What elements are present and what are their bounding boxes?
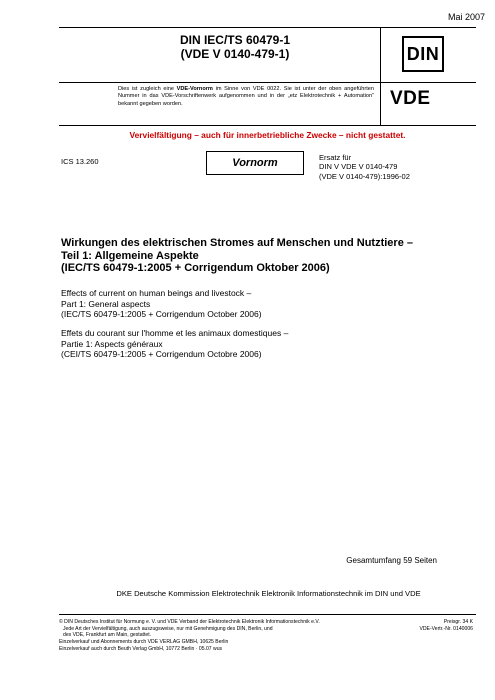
footer-rule (59, 614, 476, 615)
publication-date: Mai 2007 (447, 12, 485, 22)
title-german-line: Teil 1: Allgemeine Aspekte (61, 249, 199, 262)
title-english-line: Effects of current on human beings and livestock – (61, 288, 252, 298)
price-group: Preisgr. 34 K (443, 619, 473, 625)
replacement-standard: DIN V VDE V 0140-479 (319, 162, 398, 172)
total-pages: Gesamtumfang 59 Seiten (346, 556, 437, 565)
replacement-standard-date: (VDE V 0140-479):1996-02 (319, 171, 410, 181)
title-german (61, 237, 461, 275)
standard-number-vde: (VDE V 0140-479-1) (180, 47, 290, 61)
vde-logo: VDE (390, 88, 431, 109)
title-french-line: Effets du courant sur l'homme et les animaux domestiques – (61, 328, 289, 338)
copyright-line: Einzelverkauf und Abonnements durch VDE VERLAG GMBH, 10625 Berlin (59, 639, 229, 646)
replacement-info (319, 153, 410, 181)
price-info (393, 619, 473, 632)
dke-committee: DKE Deutsche Kommission Elektrotechnik Elektronik Informationstechnik im DIN und VDE (116, 589, 421, 598)
header-bottom-rule (59, 125, 476, 126)
copyright-line: Jede Art der Vervielfältigung, auch auszugsweise, nur mit Genehmigung des DIN, Berlin, und (63, 625, 273, 632)
din-logo: DIN (402, 36, 444, 72)
vde-distribution-number: VDE-Vertr.-Nr. 0140006 (419, 625, 473, 632)
standard-number (90, 33, 380, 61)
title-english-line: (IEC/TS 60479-1:2005 + Corrigendum October 2006) (61, 309, 262, 319)
reproduction-notice: Vervielfältigung – auch für innerbetriebliche Zwecke – nicht gestattet. (129, 130, 406, 140)
vde-vornorm-emphasis: VDE-Vornorm (176, 86, 213, 92)
title-french-line: (CEI/TS 60479-1:2005 + Corrigendum Octobre 2006) (61, 349, 262, 359)
vde-note: Dies ist zugleich eine VDE-Vornorm im Sinne von VDE 0022. Sie ist unter der oben angeführten Nummer in das VDE-Vorschriftenwerk aufgenommen und in der „etz Elektrotechnik + Automation“ bekannt gegeben worden. (118, 86, 375, 107)
replacement-label: Ersatz für (319, 153, 352, 162)
title-french-line: Partie 1: Aspects généraux (61, 338, 163, 349)
copyright-line: © DIN Deutsches Institut für Normung e. V. und VDE Verband der Elektrotechnik Elektronik Informationstechnik e.V. (59, 619, 320, 625)
header-top-rule (59, 27, 476, 28)
copyright-line: des VDE, Frankfurt am Main, gestattet. (63, 632, 152, 639)
header-divider (380, 27, 381, 125)
title-german-line: Wirkungen des elektrischen Stromes auf Menschen und Nutztiere – (61, 237, 413, 249)
status-badge: Vornorm (206, 151, 304, 175)
ics-code: ICS 13.260 (61, 157, 99, 166)
title-german-line: (IEC/TS 60479-1:2005 + Corrigendum Oktober 2006) (61, 262, 330, 274)
standard-number-din: DIN IEC/TS 60479-1 (179, 33, 291, 47)
title-english-line: Part 1: General aspects (61, 298, 151, 309)
title-french (61, 328, 461, 360)
title-english (61, 288, 461, 320)
copyright-notice (59, 619, 374, 653)
header-middle-rule (59, 82, 476, 83)
copyright-line: Einzelverkauf auch durch Beuth Verlag GmbH, 10772 Berlin · 05.07 wus (59, 645, 223, 652)
